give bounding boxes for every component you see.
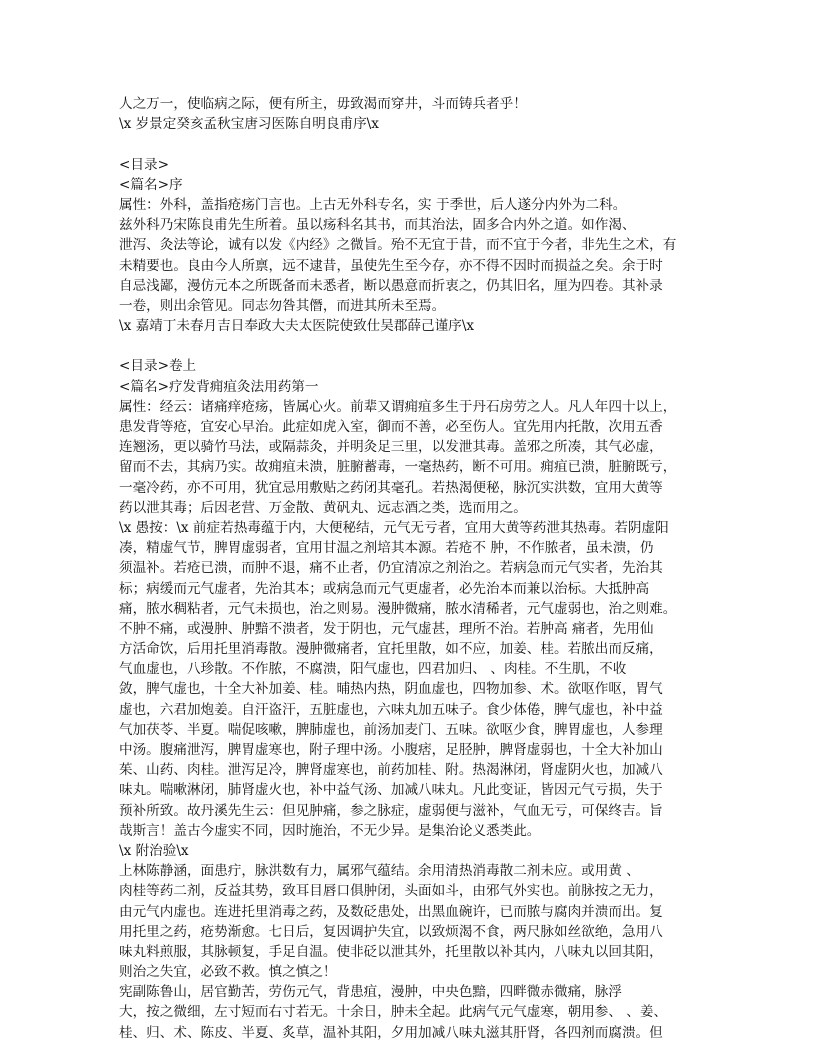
- text-line: 凑，精虚气节，脾胃虚弱者，宜用甘温之剂培其本源。若疮不 肿，不作脓者，虽未溃，仍: [119, 540, 654, 557]
- text-line: 宪副陈鲁山，居官勤苦，劳伤元气，背患疽，漫肿，中央色黯，四畔微赤微痛，脉浮: [119, 984, 622, 1001]
- text-line: 哉斯言！盖古今虚实不同，因时施治，不无少异。是集治论义悉类此。: [119, 822, 541, 839]
- text-line: 上林陈静涵，面患疔，脉洪数有力，属邪气蕴结。余用清热消毒散二剂未应。或用黄 、: [119, 863, 640, 880]
- text-line: 桂、归、术、陈皮、半夏、炙草，温补其阳，夕用加减八味丸滋其肝肾，各四剂而腐溃。但: [119, 1024, 663, 1041]
- text-line: 未精要也。良由今人所禀，远不逮昔，虽使先生至今存，亦不得不因时而损益之矣。余于时: [119, 257, 663, 274]
- text-line: <篇名>疗发背痈疽灸法用药第一: [119, 378, 319, 395]
- document-body: [119, 94, 709, 1043]
- text-line: 肉桂等药二剂，反益其势，致耳目唇口俱肿闭，头面如斗，由邪气外实也。前脉按之无力，: [119, 883, 663, 900]
- text-line: 属性：经云：诸痛痒疮疡，皆属心火。前辈又谓痈疽多生于丹石房劳之人。凡人年四十以上，: [119, 398, 677, 415]
- text-line: 兹外科乃宋陈良甫先生所着。虽以疡科名其书，而其治法，固多合内外之道。如作渴、: [119, 217, 636, 234]
- text-line: \x 附治验\x: [119, 842, 189, 859]
- text-line: 则治之失宜，必致不救。慎之慎之！: [119, 964, 337, 981]
- text-line: 味丸料煎服，其脉顿复，手足自温。使非砭以泄其外，托里散以补其内，八味丸以回其阳，: [119, 943, 663, 960]
- text-line: 标；病缓而元气虚者，先治其本；或病急而元气更虚者，必先治本而兼以治标。大抵肿高: [119, 580, 650, 597]
- text-line: 人之万一，使临病之际，便有所主，毋致渴而穿井，斗而铸兵者乎！: [119, 96, 527, 112]
- text-line: 敛，脾气虚也，十全大补加姜、桂。晡热内热，阴血虚也，四物加参、术。欲呕作呕，胃气: [119, 681, 663, 698]
- text-line: 味丸。喘嗽淋闭，肺肾虚火也，补中益气汤、加减八味丸。凡此变证，皆因元气亏损，失于: [119, 782, 663, 799]
- text-line: 一毫冷药，亦不可用，犹宜忌用敷贴之药闭其毫孔。若热渴便秘，脉沉实洪数，宜用大黄等: [119, 479, 663, 496]
- text-line: 茱、山药、肉桂。泄泻足冷，脾肾虚寒也，前药加桂、附。热渴淋闭，肾虚阴火也，加减八: [119, 762, 663, 779]
- text-line: 须温补。若疮已溃，而肿不退，痛不止者，仍宜清凉之剂治之。若病急而元气实者，先治其: [119, 560, 663, 577]
- blank-line: [119, 336, 709, 356]
- text-line: \x 愚按：\x 前症若热毒蕴于内，大便秘结，元气无亏者，宜用大黄等药泄其热毒。若阴虚阳: [119, 519, 669, 536]
- text-line: <篇名>序: [119, 176, 183, 193]
- text-line: 连翘汤，更以骑竹马法，或隔蒜灸，并明灸足三里，以发泄其毒。盖邪之所凑，其气必虚，: [119, 439, 663, 456]
- text-line: 方活命饮，后用托里消毒散。漫肿微痛者，宜托里散，如不应，加姜、桂。若脓出而反痛，: [119, 641, 663, 658]
- text-line: 气血虚也，八珍散。不作脓，不腐溃，阳气虚也，四君加归、 、肉桂。不生肌，不收: [119, 661, 627, 678]
- text-line: 不肿不痛，或漫肿、肿黯不溃者，发于阴也，元气虚甚，理所不治。若肿高 痛者，先用仙: [119, 620, 654, 637]
- text-line: <目录>卷上: [119, 358, 197, 375]
- text-line: <目录>: [119, 156, 169, 173]
- text-line: 大，按之微细，左寸短而右寸若无。十余日，肿未全起。此病气元气虚寒，朝用参、 、姜、: [119, 1004, 668, 1021]
- text-line: 属性：外科，盖指疮疡门言也。上古无外科专名，实 于季世，后人遂分内外为二科。: [119, 196, 627, 213]
- text-line: 由元气内虚也。连进托里消毒之药，及数砭患处，出黑血碗许，已而脓与腐肉并溃而出。复: [119, 903, 663, 920]
- text-line: 留而不去，其病乃实。故痈疽未溃，脏腑蓄毒，一毫热药，断不可用。痈疽已溃，脏腑既亏，: [119, 459, 677, 476]
- text-line: 气加茯苓、半夏。喘促咳嗽，脾肺虚也，前汤加麦门、五味。欲呕少食，脾胃虚也，人参理: [119, 721, 663, 738]
- text-line: 中汤。腹痛泄泻，脾胃虚寒也，附子理中汤。小腹痞，足胫肿，脾肾虚弱也，十全大补加山: [119, 742, 663, 758]
- text-line: 用托里之药，疮势渐愈。七日后，复因调护失宜，以致烦渴不食，两尺脉如丝欲绝，急用八: [119, 923, 663, 940]
- text-line: 患发背等疮，宜安心早治。此症如虎入室，御而不善，必至伤人。宜先用内托散，次用五香: [119, 419, 663, 435]
- text-line: \x 嘉靖丁未春月吉日奉政大夫太医院使致仕吴郡薛己谨序\x: [119, 318, 475, 335]
- blank-line: [119, 134, 709, 154]
- text-line: \x 岁景定癸亥孟秋宝唐习医陈自明良甫序\x: [119, 116, 379, 133]
- text-line: 一卷，则出余管见。同志勿咎其僭，而进其所未至焉。: [119, 297, 446, 314]
- text-line: 痛，脓水稠粘者，元气未损也，治之则易。漫肿微痛，脓水清稀者，元气虚弱也，治之则难。: [119, 600, 677, 617]
- text-line: 自忌浅鄙，漫仿元本之所既备而未悉者，断以愚意而折衷之，仍其旧名，厘为四卷。其补录: [119, 277, 663, 294]
- text-line: 药以泄其毒；后因老营、万金散、黄矾丸、远志酒之类，选而用之。: [119, 499, 527, 516]
- text-line: 虚也，六君加炮姜。自汗盗汗，五脏虚也，六味丸加五味子。食少体倦，脾气虚也，补中益: [119, 701, 663, 718]
- text-line: 预补所致。故丹溪先生云：但见肿痛，参之脉症，虚弱便与滋补，气血无亏，可保终吉。旨: [119, 802, 663, 819]
- text-line: 泄泻、灸法等论，诚有以发《内经》之微旨。殆不无宜于昔，而不宜于今者，非先生之术，有: [119, 237, 677, 254]
